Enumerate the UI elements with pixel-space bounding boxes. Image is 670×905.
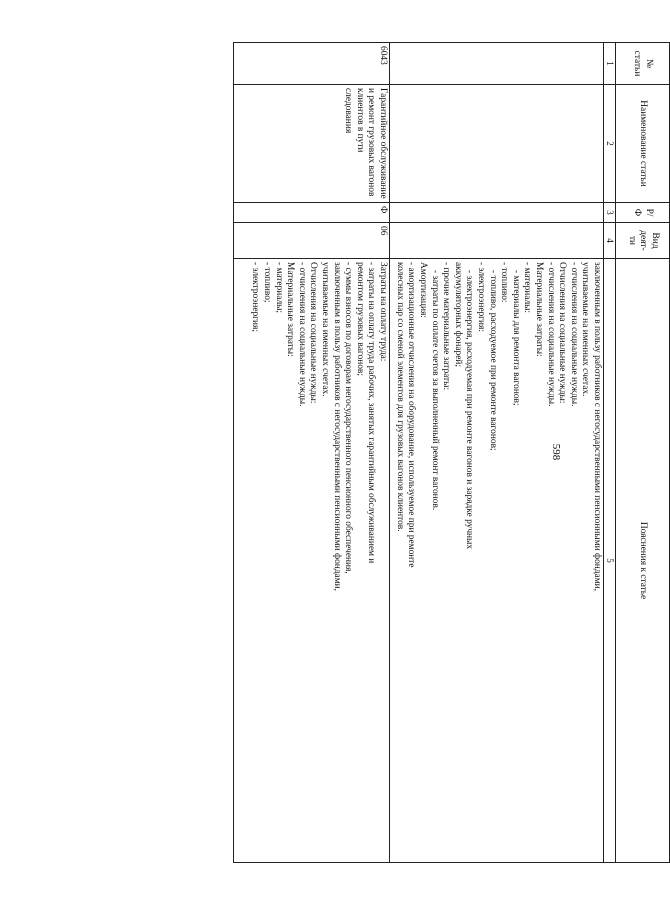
explanation-line: - топливо, расходуемое при ремонте вагонов; [487,270,498,451]
explanation-line: - суммы взносов по договорам негосударственного пенсионного обеспечения, [343,262,354,574]
article-explanations [390,259,604,863]
explanation-line: колесных пар со сменой элементов для грузовых вагонов клиентов. [394,262,405,532]
explanation-line: Материальные затраты: [534,262,545,357]
explanation-line: - амортизационные отчисления на оборудование, используемое при ремонте [406,262,417,568]
article-rf: Ф [234,203,390,223]
explanation-line: аккумуляторных фонарей; [452,262,463,368]
column-number: 3 [604,203,616,223]
column-number: 5 [604,259,616,863]
header-rf: Р/ Ф [616,203,670,223]
explanation-line: - затраты на оплату труда рабочих, занятых гарантийным обслуживанием и [366,262,377,564]
article-number: 6043 [234,43,390,85]
explanation-line: - отчисления на социальные нужды. [568,262,579,407]
explanation-line: - прочие материальные затраты: [441,262,452,391]
explanation-line: - топливо: [499,262,510,303]
header-activity: Вид деят-ти [616,223,670,259]
explanation-line: - отчисления на социальные нужды. [545,262,556,407]
rotated-page [234,42,670,862]
explanation-line: - отчисления на социальные нужды. [296,262,307,407]
explanation-line: - топливо; [262,262,273,303]
explanation-line: - электроэнергия, расходуемая при ремонте вагонов и зарядке ручных [464,270,475,550]
explanation-line: - электроэнергия; [250,262,261,332]
article-activity: 06 [234,223,390,259]
explanation-line: ремонтом грузовых вагонов; [354,262,365,376]
table-row [390,43,604,863]
explanation-line: Материальные затраты: [285,262,296,357]
article-name: Гарантийное обслуживание и ремонт грузовых вагонов клиентов в пути следования [234,85,390,203]
article-explanations [234,259,390,863]
header-article-name: Наименование статьи [616,85,670,203]
article-name [390,85,604,203]
header-explanations: Пояснения к статье [616,259,670,863]
explanation-line: - затраты по оплате счетов за выполненный ремонт вагонов. [429,270,440,511]
header-row [616,43,670,863]
explanation-line: учитываемые на именных счетах. [580,262,591,397]
explanation-line: - материалы: [522,262,533,314]
column-number-row [604,43,616,863]
explanation-line: учитываемые на именных счетах. [320,262,331,397]
article-number [390,43,604,85]
table-row [234,43,390,863]
column-number: 4 [604,223,616,259]
column-number: 2 [604,85,616,203]
header-article-number: № статьи [616,43,670,85]
explanation-line: заключенным в пользу работников с негосударственными пенсионными фондами, [592,262,602,591]
explanation-line: заключенным в пользу работников с негосударственными пенсионными фондами, [331,262,342,591]
articles-table [233,42,670,863]
explanation-line: - материалы для ремонта вагонов; [510,270,521,406]
column-number: 1 [604,43,616,85]
page-number: 598 [550,443,562,461]
explanation-line: Отчисления на социальные нужды: [557,262,568,404]
explanation-line: - материалы; [273,262,284,314]
explanation-line: Амортизация: [418,262,429,318]
article-activity [390,223,604,259]
article-rf [390,203,604,223]
explanation-line: - электроэнергия: [476,262,487,332]
explanation-line: Отчисления на социальные нужды: [308,262,319,404]
explanation-line: Затраты на оплату труда: [378,262,388,362]
